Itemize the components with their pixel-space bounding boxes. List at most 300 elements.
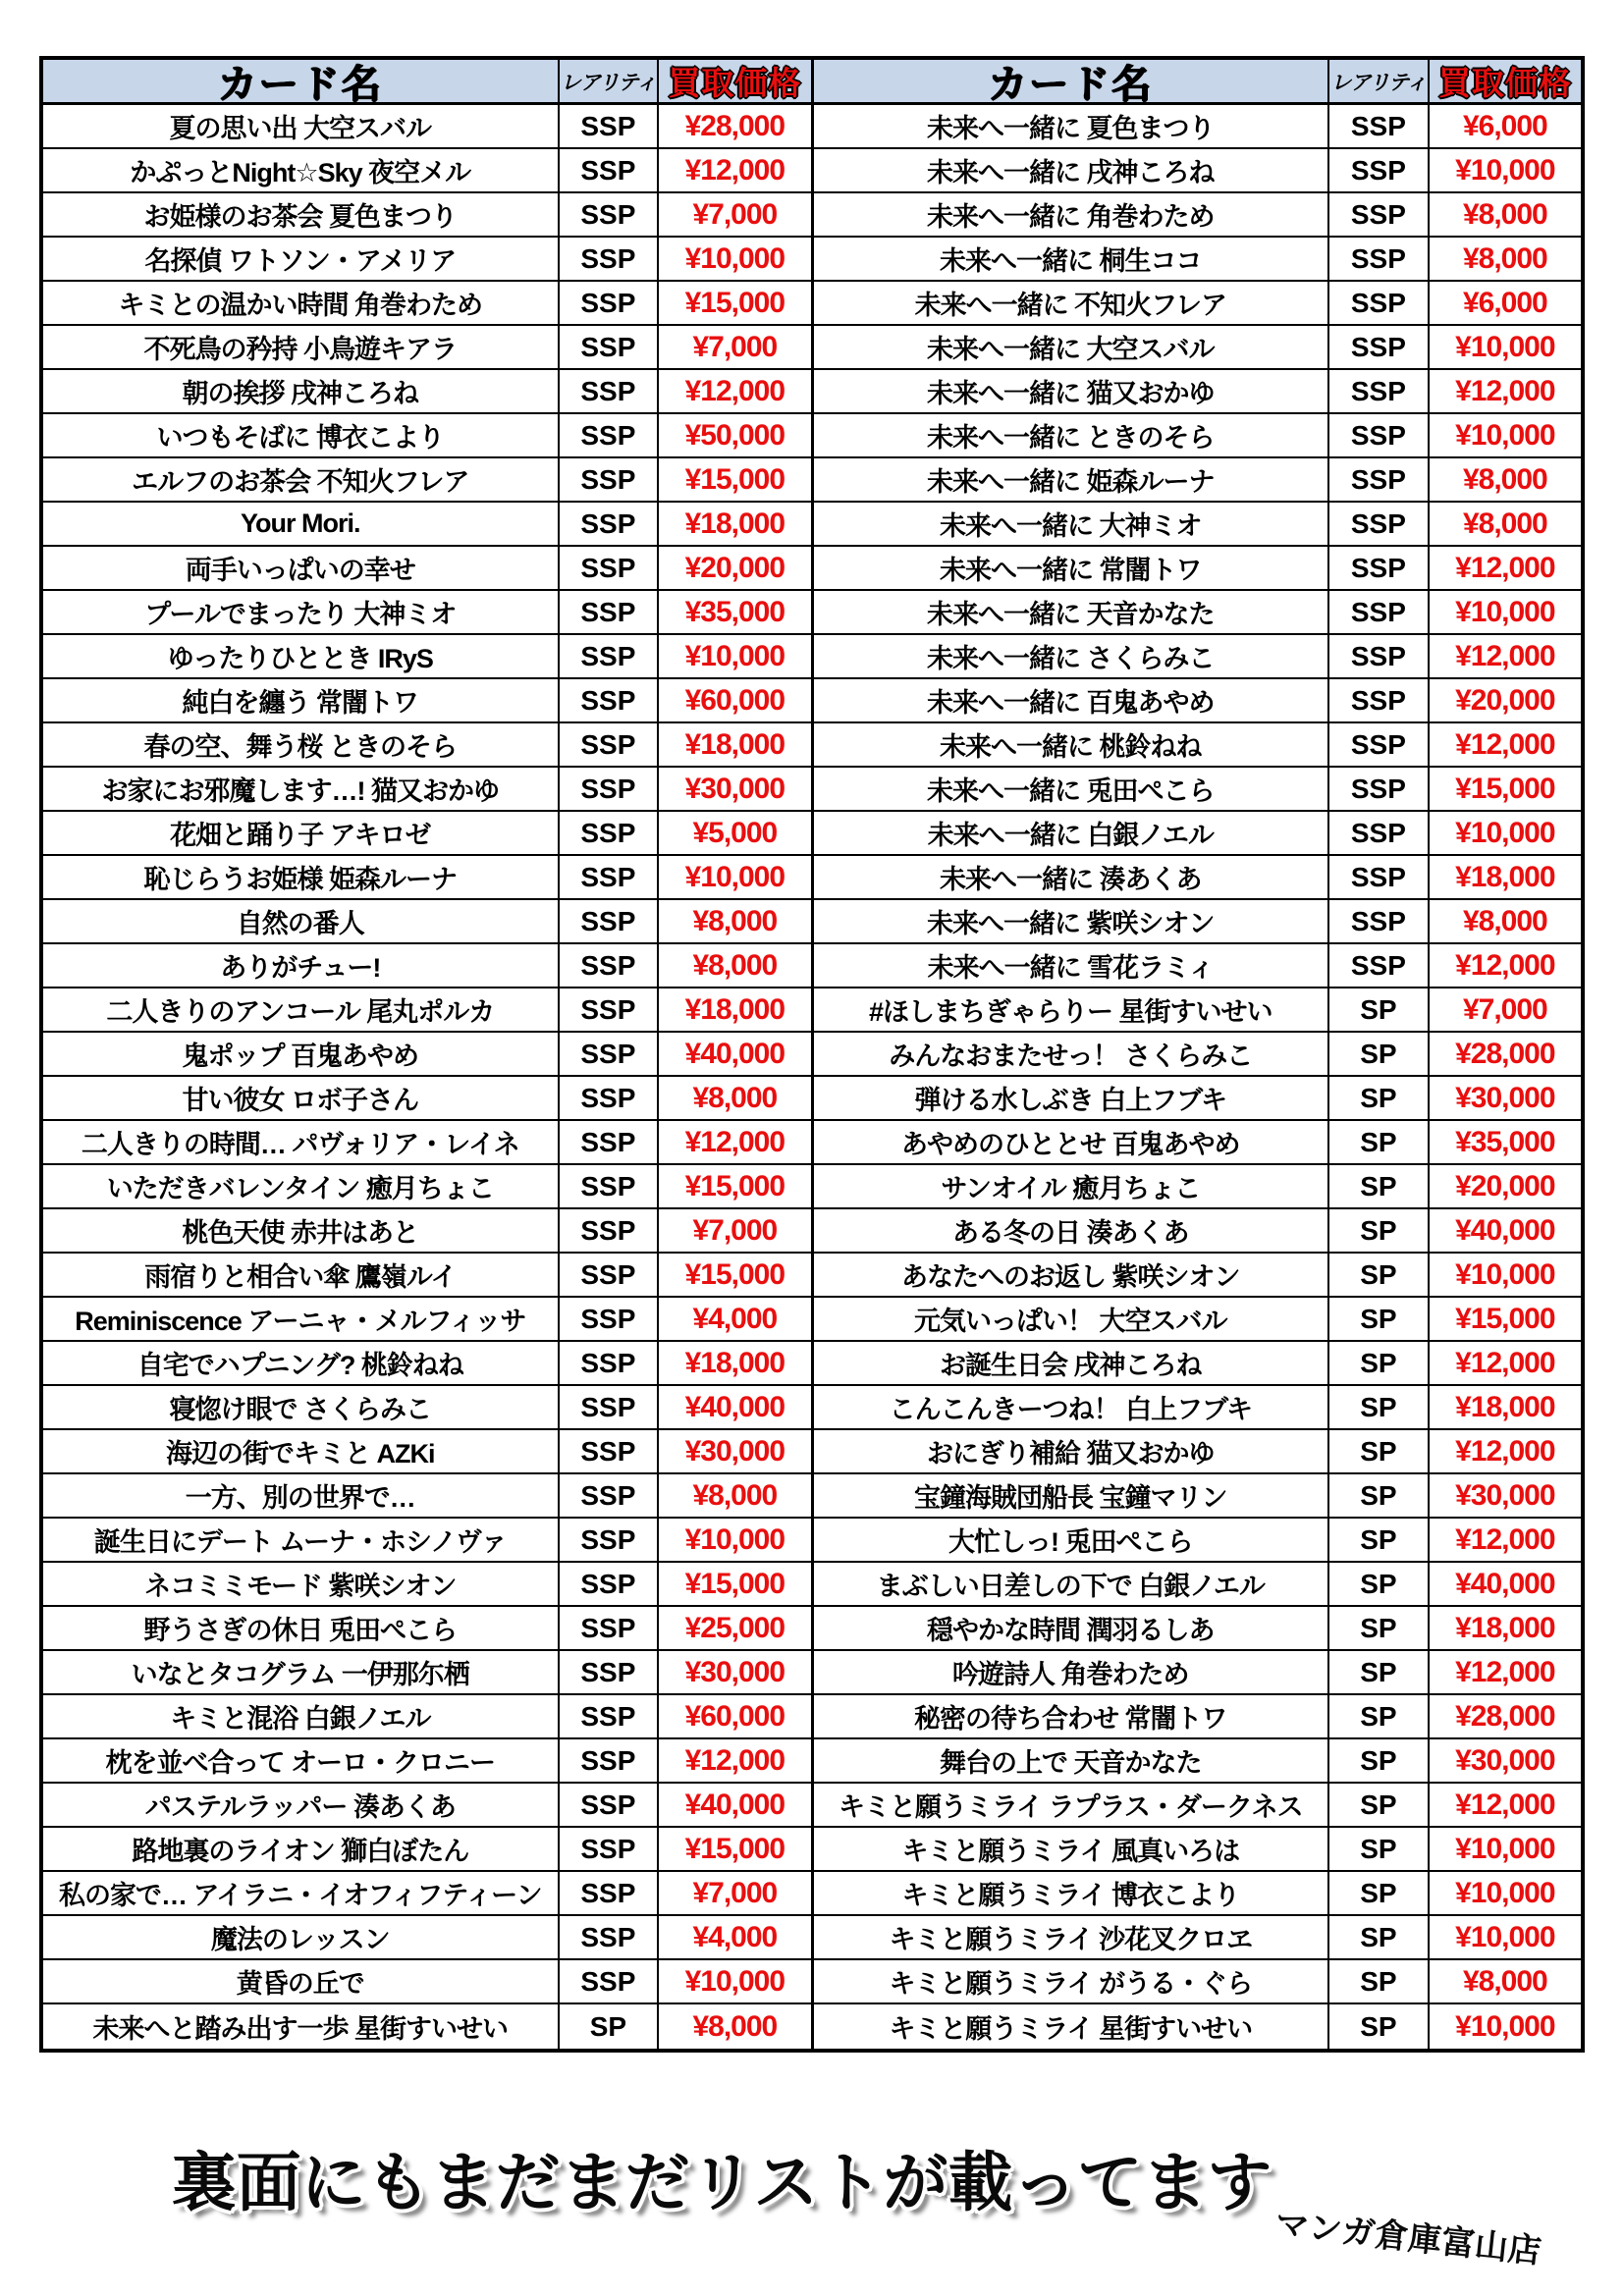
table-row — [43, 1474, 811, 1519]
price-cell: ¥28,000 — [657, 105, 810, 147]
column-header-card-name: カード名 — [217, 63, 383, 102]
table-row — [814, 944, 1582, 988]
price-cell: ¥12,000 — [1428, 635, 1581, 677]
table-row — [43, 1430, 811, 1474]
price-cell: ¥12,000 — [657, 1121, 810, 1163]
rarity-cell: SSP — [558, 1651, 658, 1693]
table-row — [814, 900, 1582, 944]
card-name-cell: エルフのお茶会 不知火フレア — [132, 467, 469, 497]
price-cell: ¥10,000 — [657, 238, 810, 280]
card-name-cell: まぶしい日差しの下で 白銀ノエル — [876, 1572, 1265, 1601]
price-cell: ¥15,000 — [1428, 768, 1581, 810]
card-name-cell: 未来へ一緒に 紫咲シオン — [927, 909, 1215, 938]
card-name-cell: 枕を並べ合って オーロ・クロニー — [105, 1748, 496, 1778]
price-cell: ¥8,000 — [1428, 900, 1581, 942]
table-row — [814, 1386, 1582, 1430]
card-name-cell: キミと願うミライ 沙花叉クロヱ — [889, 1925, 1253, 1954]
table-row — [814, 1872, 1582, 1916]
rarity-cell: SP — [1327, 1872, 1428, 1914]
rarity-cell: SSP — [558, 1916, 658, 1958]
table-row — [43, 326, 811, 370]
card-name-cell: #ほしまちぎゃらりー 星街すいせい — [869, 997, 1272, 1027]
price-cell: ¥15,000 — [657, 1828, 810, 1870]
table-row — [43, 282, 811, 326]
table-row — [814, 591, 1582, 635]
rarity-cell: SSP — [1327, 900, 1428, 942]
rarity-cell: SSP — [558, 282, 658, 324]
rarity-cell: SSP — [558, 1828, 658, 1870]
table-right-header — [814, 60, 1582, 105]
card-name-cell: 海辺の街でキミと AZKi — [166, 1439, 435, 1468]
price-cell: ¥25,000 — [657, 1607, 810, 1649]
rarity-cell: SP — [1327, 1165, 1428, 1207]
price-cell: ¥18,000 — [657, 988, 810, 1031]
column-header-rarity: レアリティ — [1327, 60, 1428, 102]
card-name-cell: 未来へ一緒に 雪花ラミィ — [927, 953, 1214, 983]
price-cell: ¥35,000 — [657, 591, 810, 633]
price-cell: ¥12,000 — [1428, 723, 1581, 766]
rarity-cell: SP — [1327, 1386, 1428, 1428]
rarity-cell: SSP — [558, 1430, 658, 1472]
rarity-cell: SSP — [558, 1784, 658, 1826]
price-cell: ¥15,000 — [657, 1563, 810, 1605]
price-cell: ¥12,000 — [1428, 547, 1581, 589]
store-name: マンガ倉庫富山店 — [1273, 2205, 1543, 2271]
table-row — [814, 988, 1582, 1033]
card-name-cell: キミとの温かい時間 角巻わため — [118, 291, 483, 320]
table-left-header — [43, 60, 811, 105]
rarity-cell: SSP — [1327, 193, 1428, 236]
card-name-cell: あやめのひととせ 百鬼あやめ — [901, 1130, 1240, 1159]
rarity-cell: SSP — [558, 1386, 658, 1428]
table-row — [43, 679, 811, 723]
table-left-body — [43, 105, 811, 2049]
card-name-cell: キミと混浴 白銀ノエル — [170, 1704, 431, 1734]
price-cell: ¥10,000 — [1428, 326, 1581, 368]
table-row — [814, 1077, 1582, 1121]
rarity-cell: SSP — [1327, 105, 1428, 147]
card-name-cell: 鬼ポップ 百鬼あやめ — [182, 1041, 419, 1071]
card-name-cell: 春の空、舞う桜 ときのそら — [143, 732, 458, 762]
table-row — [43, 1033, 811, 1077]
card-name-cell: ありがチュー! — [220, 953, 381, 983]
table-row — [43, 105, 811, 149]
card-name-cell: 自宅でハプニング? 桃鈴ねね — [136, 1351, 463, 1380]
card-name-cell: パステルラッパー 湊あくあ — [144, 1792, 456, 1822]
table-row — [814, 503, 1582, 547]
rarity-cell: SSP — [558, 1960, 658, 2002]
table-row — [814, 812, 1582, 856]
card-name-cell: いただきバレンタイン 癒月ちょこ — [106, 1174, 494, 1203]
table-row — [43, 812, 811, 856]
table-row — [814, 723, 1582, 768]
card-name-cell: キミと願うミライ 星街すいせい — [889, 2014, 1253, 2044]
table-row — [814, 105, 1582, 149]
rarity-cell: SSP — [1327, 591, 1428, 633]
table-row — [814, 238, 1582, 282]
price-cell: ¥10,000 — [657, 635, 810, 677]
card-name-cell: 未来へ一緒に 湊あくあ — [940, 865, 1202, 894]
table-row — [43, 768, 811, 812]
table-row — [43, 1386, 811, 1430]
rarity-cell: SSP — [558, 1563, 658, 1605]
price-cell: ¥40,000 — [1428, 1563, 1581, 1605]
rarity-cell: SSP — [558, 635, 658, 677]
price-cell: ¥10,000 — [1428, 812, 1581, 854]
table-row — [43, 1209, 811, 1254]
price-cell: ¥15,000 — [657, 1254, 810, 1296]
price-cell: ¥30,000 — [657, 1430, 810, 1472]
price-cell: ¥40,000 — [1428, 1209, 1581, 1252]
rarity-cell: SSP — [558, 414, 658, 456]
table-row — [814, 1474, 1582, 1519]
price-cell: ¥12,000 — [1428, 1519, 1581, 1561]
rarity-cell: SSP — [558, 723, 658, 766]
table-row — [814, 149, 1582, 193]
rarity-cell: SSP — [558, 812, 658, 854]
rarity-cell: SSP — [558, 1033, 658, 1075]
table-row — [814, 1563, 1582, 1607]
card-name-cell: 黄昏の丘で — [236, 1969, 364, 1999]
rarity-cell: SSP — [1327, 768, 1428, 810]
rarity-cell: SP — [1327, 1739, 1428, 1782]
rarity-cell: SSP — [558, 238, 658, 280]
card-name-cell: お誕生日会 戌神ころね — [940, 1351, 1202, 1380]
card-name-cell: 穏やかな時間 潤羽るしあ — [927, 1616, 1215, 1645]
table-row — [814, 326, 1582, 370]
price-cell: ¥10,000 — [1428, 1916, 1581, 1958]
price-cell: ¥8,000 — [657, 900, 810, 942]
table-row — [814, 1342, 1582, 1386]
rarity-cell: SP — [1327, 1828, 1428, 1870]
price-cell: ¥10,000 — [1428, 2004, 1581, 2049]
price-cell: ¥7,000 — [657, 326, 810, 368]
card-name-cell: あなたへのお返し 紫咲シオン — [901, 1262, 1240, 1292]
table-row — [814, 856, 1582, 900]
price-cell: ¥15,000 — [1428, 1298, 1581, 1340]
rarity-cell: SSP — [558, 1077, 658, 1119]
table-row — [43, 1077, 811, 1121]
price-cell: ¥18,000 — [657, 723, 810, 766]
card-name-cell: 元気いっぱい！ 大空スバル — [914, 1307, 1227, 1336]
rarity-cell: SSP — [1327, 679, 1428, 721]
table-row — [814, 458, 1582, 503]
table-row — [43, 1739, 811, 1784]
price-cell: ¥10,000 — [1428, 414, 1581, 456]
card-name-cell: 弾ける水しぶき 白上フブキ — [914, 1086, 1226, 1115]
price-cell: ¥12,000 — [1428, 370, 1581, 412]
card-name-cell: かぷっとNight☆Sky 夜空メル — [130, 158, 471, 187]
rarity-cell: SSP — [558, 193, 658, 236]
card-name-cell: 野うさぎの休日 兎田ぺこら — [143, 1616, 458, 1645]
rarity-cell: SSP — [1327, 370, 1428, 412]
footer-note: 裏面にもまだまだリストが載ってます — [171, 2146, 1272, 2218]
price-cell: ¥8,000 — [1428, 458, 1581, 501]
price-cell: ¥4,000 — [657, 1916, 810, 1958]
table-row — [43, 2004, 811, 2049]
rarity-cell: SSP — [558, 944, 658, 987]
table-row — [814, 1784, 1582, 1828]
price-cell: ¥8,000 — [657, 944, 810, 987]
card-name-cell: 桃色天使 赤井はあと — [182, 1218, 419, 1248]
table-row — [814, 193, 1582, 238]
table-row — [814, 1033, 1582, 1077]
table-row — [43, 1342, 811, 1386]
price-cell: ¥12,000 — [1428, 944, 1581, 987]
price-cell: ¥10,000 — [657, 1519, 810, 1561]
table-right-body — [814, 105, 1582, 2049]
rarity-cell: SSP — [558, 1872, 658, 1914]
card-name-cell: みんなおまたせっ！ さくらみこ — [889, 1041, 1253, 1071]
price-table — [39, 56, 1585, 2053]
rarity-cell: SSP — [1327, 326, 1428, 368]
rarity-cell: SSP — [558, 105, 658, 147]
table-row — [814, 414, 1582, 458]
rarity-cell: SP — [1327, 1342, 1428, 1384]
price-cell: ¥28,000 — [1428, 1033, 1581, 1075]
card-name-cell: 舞台の上で 天音かなた — [940, 1748, 1202, 1778]
rarity-cell: SSP — [558, 326, 658, 368]
rarity-cell: SSP — [1327, 458, 1428, 501]
card-name-cell: プールでまったり 大神ミオ — [144, 600, 457, 629]
table-row — [814, 2004, 1582, 2049]
table-row — [43, 458, 811, 503]
table-row — [814, 547, 1582, 591]
card-name-cell: 朝の挨拶 戌神ころね — [182, 379, 419, 408]
rarity-cell: SSP — [558, 1342, 658, 1384]
rarity-cell: SSP — [1327, 812, 1428, 854]
table-row — [43, 1784, 811, 1828]
price-cell: ¥6,000 — [1428, 105, 1581, 147]
table-right-half — [811, 60, 1582, 2049]
column-header-card-name: カード名 — [988, 63, 1154, 102]
price-cell: ¥15,000 — [657, 458, 810, 501]
table-row — [814, 1960, 1582, 2004]
price-cell: ¥8,000 — [1428, 238, 1581, 280]
price-cell: ¥20,000 — [1428, 679, 1581, 721]
price-cell: ¥8,000 — [657, 2004, 810, 2049]
card-name-cell: 純白を纏う 常闇トワ — [182, 688, 419, 718]
price-cell: ¥8,000 — [1428, 193, 1581, 236]
rarity-cell: SSP — [1327, 282, 1428, 324]
table-row — [43, 723, 811, 768]
card-name-cell: お家にお邪魔します…! 猫又おかゆ — [101, 776, 500, 806]
table-row — [43, 1695, 811, 1739]
price-cell: ¥8,000 — [1428, 503, 1581, 545]
rarity-cell: SP — [1327, 1695, 1428, 1737]
table-row — [814, 679, 1582, 723]
table-row — [814, 1739, 1582, 1784]
card-name-cell: 未来へ一緒に 角巻わため — [927, 202, 1215, 232]
rarity-cell: SSP — [558, 591, 658, 633]
table-row — [814, 1916, 1582, 1960]
price-cell: ¥8,000 — [657, 1474, 810, 1517]
price-cell: ¥50,000 — [657, 414, 810, 456]
price-cell: ¥6,000 — [1428, 282, 1581, 324]
rarity-cell: SSP — [558, 1474, 658, 1517]
table-row — [43, 1254, 811, 1298]
price-cell: ¥12,000 — [657, 149, 810, 191]
table-row — [43, 1121, 811, 1165]
rarity-cell: SP — [1327, 1784, 1428, 1826]
rarity-cell: SSP — [558, 1165, 658, 1207]
table-row — [43, 1298, 811, 1342]
rarity-cell: SSP — [1327, 414, 1428, 456]
price-cell: ¥7,000 — [1428, 988, 1581, 1031]
table-row — [43, 856, 811, 900]
table-row — [43, 1563, 811, 1607]
table-row — [814, 1165, 1582, 1209]
table-row — [814, 1254, 1582, 1298]
card-name-cell: 未来へ一緒に 百鬼あやめ — [927, 688, 1215, 718]
table-row — [43, 414, 811, 458]
rarity-cell: SSP — [1327, 635, 1428, 677]
table-row — [43, 1916, 811, 1960]
card-name-cell: おにぎり補給 猫又おかゆ — [927, 1439, 1215, 1468]
card-name-cell: サンオイル 癒月ちょこ — [941, 1174, 1201, 1203]
rarity-cell: SSP — [558, 1209, 658, 1252]
table-row — [43, 1872, 811, 1916]
card-name-cell: Reminiscence アーニャ・メルフィッサ — [75, 1307, 526, 1336]
price-cell: ¥12,000 — [657, 1739, 810, 1782]
price-cell: ¥20,000 — [1428, 1165, 1581, 1207]
price-cell: ¥8,000 — [657, 1077, 810, 1119]
price-cell: ¥12,000 — [1428, 1342, 1581, 1384]
card-name-cell: 未来へ一緒に ときのそら — [927, 423, 1215, 453]
table-row — [43, 591, 811, 635]
table-row — [43, 988, 811, 1033]
price-cell: ¥10,000 — [1428, 149, 1581, 191]
price-cell: ¥18,000 — [657, 503, 810, 545]
table-row — [43, 1519, 811, 1563]
price-cell: ¥5,000 — [657, 812, 810, 854]
card-name-cell: Your Mori. — [241, 508, 360, 538]
table-row — [43, 900, 811, 944]
card-name-cell: 未来へ一緒に 姫森ルーナ — [927, 467, 1215, 497]
price-cell: ¥60,000 — [657, 679, 810, 721]
price-cell: ¥7,000 — [657, 1872, 810, 1914]
column-header-price: 買取価格 — [657, 60, 810, 102]
rarity-cell: SP — [1327, 1430, 1428, 1472]
rarity-cell: SSP — [558, 768, 658, 810]
price-cell: ¥40,000 — [657, 1784, 810, 1826]
rarity-cell: SP — [1327, 1077, 1428, 1119]
table-row — [814, 282, 1582, 326]
rarity-cell: SP — [1327, 1916, 1428, 1958]
card-name-cell: 二人きりのアンコール 尾丸ポルカ — [106, 997, 495, 1027]
card-name-cell: 魔法のレッスン — [210, 1925, 390, 1954]
rarity-cell: SP — [1327, 1474, 1428, 1517]
rarity-cell: SSP — [558, 1254, 658, 1296]
price-cell: ¥10,000 — [1428, 1828, 1581, 1870]
rarity-cell: SP — [1327, 1607, 1428, 1649]
rarity-cell: SSP — [1327, 856, 1428, 898]
card-name-cell: 未来へ一緒に 天音かなた — [927, 600, 1215, 629]
table-row — [814, 1519, 1582, 1563]
rarity-cell: SSP — [558, 679, 658, 721]
card-name-cell: 雨宿りと相合い傘 鷹嶺ルイ — [144, 1262, 457, 1292]
price-cell: ¥20,000 — [657, 547, 810, 589]
rarity-cell: SP — [1327, 1209, 1428, 1252]
table-row — [43, 238, 811, 282]
card-name-cell: 宝鐘海賊団船長 宝鐘マリン — [914, 1483, 1227, 1513]
card-name-cell: 未来へ一緒に 白銀ノエル — [927, 821, 1214, 850]
card-name-cell: 両手いっぱいの幸せ — [185, 556, 415, 585]
card-name-cell: 未来へ一緒に 桐生ココ — [940, 246, 1202, 276]
card-name-cell: 未来へ一緒に 猫又おかゆ — [927, 379, 1215, 408]
card-name-cell: 一方、別の世界で… — [185, 1483, 415, 1513]
table-row — [43, 1165, 811, 1209]
table-row — [814, 1828, 1582, 1872]
price-cell: ¥30,000 — [1428, 1077, 1581, 1119]
price-cell: ¥10,000 — [657, 856, 810, 898]
table-row — [814, 1298, 1582, 1342]
table-row — [43, 1651, 811, 1695]
price-cell: ¥18,000 — [1428, 1386, 1581, 1428]
card-name-cell: こんこんきーつね！ 白上フブキ — [889, 1395, 1252, 1424]
table-row — [43, 944, 811, 988]
card-name-cell: キミと願うミライ 風真いろは — [901, 1837, 1240, 1866]
price-cell: ¥30,000 — [1428, 1474, 1581, 1517]
price-cell: ¥18,000 — [1428, 856, 1581, 898]
card-name-cell: 吟遊詩人 角巻わため — [952, 1660, 1189, 1689]
price-cell: ¥30,000 — [657, 768, 810, 810]
table-row — [814, 635, 1582, 679]
rarity-cell: SP — [558, 2004, 658, 2049]
table-row — [814, 768, 1582, 812]
card-name-cell: 自然の番人 — [236, 909, 364, 938]
card-name-cell: 未来へ一緒に さくらみこ — [927, 644, 1215, 673]
table-row — [43, 370, 811, 414]
price-cell: ¥12,000 — [1428, 1784, 1581, 1826]
card-name-cell: いなとタコグラム 一伊那尓栖 — [131, 1660, 469, 1689]
rarity-cell: SSP — [1327, 547, 1428, 589]
rarity-cell: SSP — [558, 149, 658, 191]
table-row — [43, 193, 811, 238]
price-cell: ¥12,000 — [1428, 1430, 1581, 1472]
price-cell: ¥35,000 — [1428, 1121, 1581, 1163]
price-cell: ¥60,000 — [657, 1695, 810, 1737]
rarity-cell: SSP — [1327, 238, 1428, 280]
rarity-cell: SP — [1327, 1254, 1428, 1296]
card-name-cell: 未来へ一緒に 桃鈴ねね — [940, 732, 1202, 762]
card-name-cell: 未来へ一緒に 大神ミオ — [940, 511, 1202, 541]
rarity-cell: SP — [1327, 1033, 1428, 1075]
price-cell: ¥18,000 — [657, 1342, 810, 1384]
table-row — [814, 1121, 1582, 1165]
card-name-cell: 未来へ一緒に 夏色まつり — [927, 114, 1215, 143]
rarity-cell: SSP — [558, 1298, 658, 1340]
card-name-cell: 甘い彼女 ロボ子さん — [182, 1086, 419, 1115]
rarity-cell: SSP — [558, 1739, 658, 1782]
table-row — [814, 1209, 1582, 1254]
table-row — [43, 1960, 811, 2004]
price-cell: ¥12,000 — [657, 370, 810, 412]
rarity-cell: SP — [1327, 2004, 1428, 2049]
price-cell: ¥40,000 — [657, 1386, 810, 1428]
card-name-cell: 路地裏のライオン 獅白ぼたん — [132, 1837, 469, 1866]
card-name-cell: 未来へ一緒に 不知火フレア — [914, 291, 1226, 320]
rarity-cell: SSP — [558, 900, 658, 942]
rarity-cell: SP — [1327, 988, 1428, 1031]
rarity-cell: SP — [1327, 1519, 1428, 1561]
price-cell: ¥10,000 — [657, 1960, 810, 2002]
rarity-cell: SP — [1327, 1651, 1428, 1693]
price-cell: ¥12,000 — [1428, 1651, 1581, 1693]
card-name-cell: 私の家で… アイラニ・イオフィフティーン — [59, 1881, 542, 1910]
card-name-cell: 大忙しっ! 兎田ぺこら — [948, 1527, 1193, 1557]
table-row — [814, 1651, 1582, 1695]
